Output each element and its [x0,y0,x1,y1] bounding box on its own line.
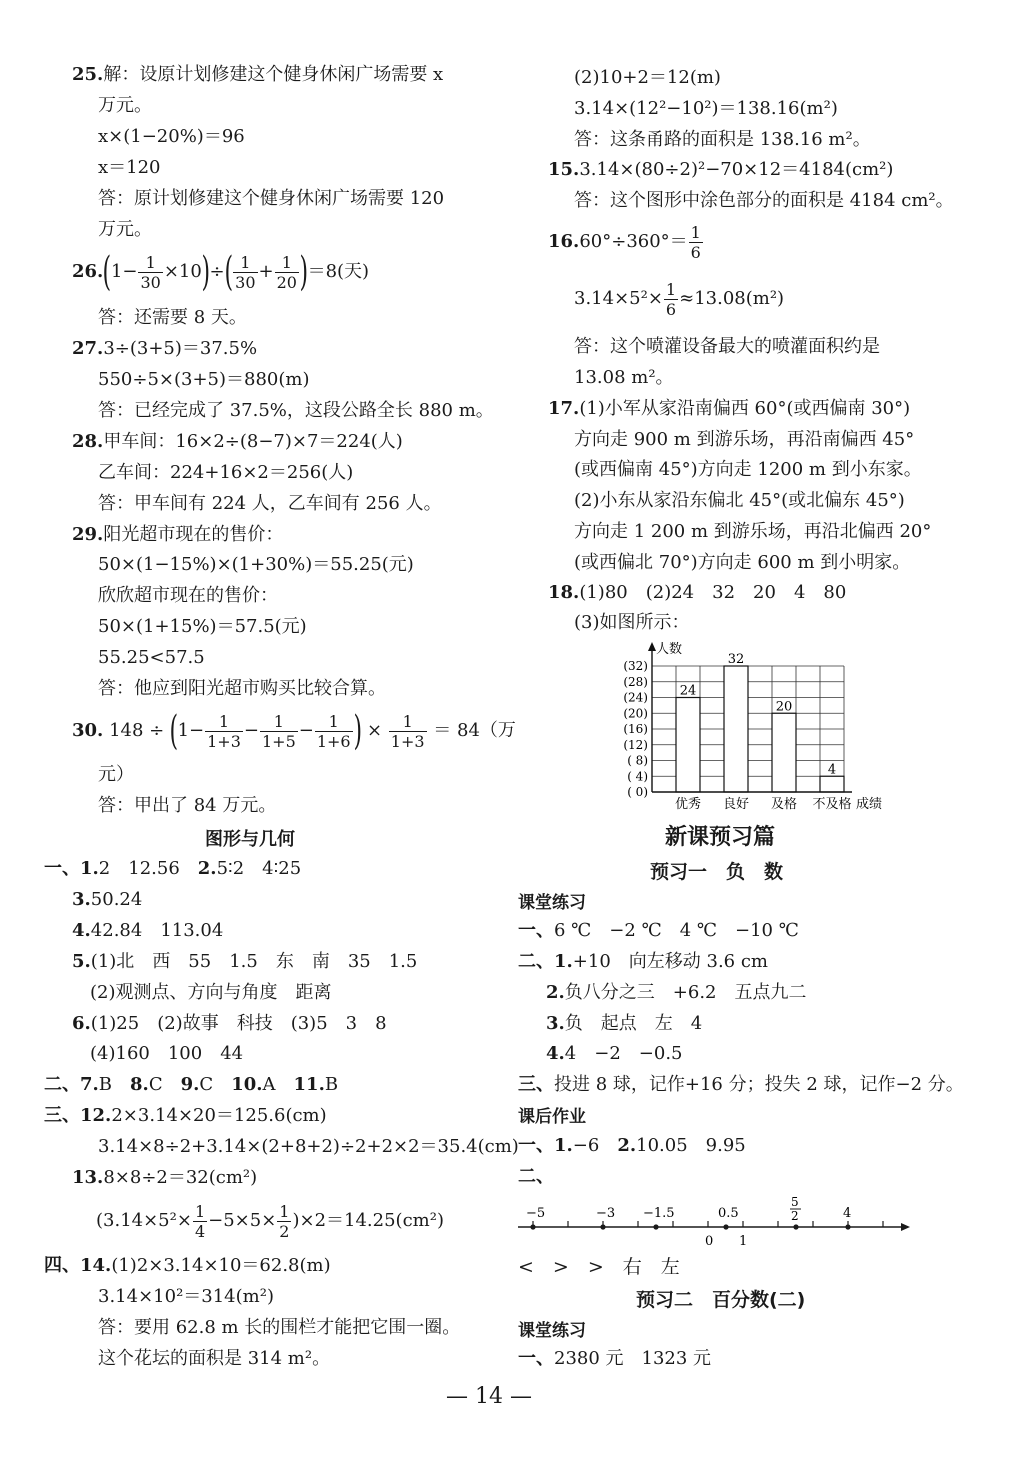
q17-line3: (或西偏南 45°)方向走 1200 m 到小东家。 [574,459,922,480]
q17-line5: 方向走 1 200 m 到游乐场，再沿北偏西 20° [574,521,932,542]
fraction: $\frac{1}{6}$ [665,279,677,319]
geo-q14-line4: 这个花坛的面积是 314 m²。 [98,1348,331,1369]
bar-data-label: 24 [679,683,697,699]
q29-line3: 欣欣超市现在的售价： [98,585,278,606]
pre1-q2-1: 二、1.+10 向左移动 3.6 cm [518,951,769,972]
pre1-q1: 一、6 ℃ −2 ℃ 4 ℃ −10 ℃ [518,920,799,941]
q28-line1: 28.甲车间：16×2÷(8−7)×7＝224(人) [72,431,403,452]
y-tick-label: (32) [623,659,648,673]
q28-line3: 答：甲车间有 224 人，乙车间有 256 人。 [98,493,442,514]
fraction: $\frac{1}{30}$ [235,252,256,292]
q29-line6: 答：他应到阳光超市购买比较合算。 [98,678,386,699]
geo-q6: 6.(1)25 (2)故事 科技 (3)5 3 8 [72,1013,387,1034]
fraction: $\frac{1}{1+3}$ [390,711,425,751]
geo-q12-line2: 3.14×8÷2+3.14×(2+8+2)÷2+2×2＝35.4(cm) [98,1136,519,1157]
q16-line1: 16.60°÷360°＝ $\frac{1}{6}$ [548,222,701,262]
fraction: $\frac{1}{1+3}$ [207,711,241,751]
q17-line1: 17.(1)小军从家沿南偏西 60°(或西偏南 30°) [548,398,911,419]
q25-line2: 万元。 [98,95,152,116]
q27-line3: 答：已经完成了 37.5%，这段公路全长 880 m。 [98,400,494,421]
q14b-line1: (2)10+2＝12(m) [574,67,721,88]
preview2-title: 预习二 百分数(二) [636,1289,806,1311]
q26-answer: 答：还需要 8 天。 [98,307,247,328]
geo-q14-line3: 答：要用 62.8 m 长的围栏才能把它围一圈。 [98,1317,461,1338]
y-tick-label: (28) [623,674,648,689]
q27-line2: 550÷5×(3+5)＝880(m) [98,369,310,390]
geo-q13: 13.8×8÷2＝32(cm²) [72,1167,258,1188]
point-0-5 [723,1224,728,1229]
geo-q5-line2: (2)观测点、方向与角度 距离 [90,982,332,1003]
q29-line1: 29.阳光超市现在的售价： [72,524,284,545]
fraction: $\frac{1}{1+5}$ [261,711,296,751]
y-axis-arrow-icon [648,642,656,651]
bar-chart [615,636,915,816]
q28-line2: 乙车间：224+16×2＝256(人) [98,462,354,483]
point-minus-3 [600,1224,605,1229]
bar-data-label: 32 [727,652,745,667]
q14b-line2: 3.14×(12²−10²)＝138.16(m²) [574,98,838,119]
geo-q6-line2: (4)160 100 44 [90,1043,244,1064]
q15-answer: 答：这个图形中涂色部分的面积是 4184 cm²。 [574,190,954,211]
point-5-2 [793,1224,798,1229]
bar-data-label: 20 [775,699,793,715]
q14b-answer: 答：这条甬路的面积是 138.16 m²。 [574,129,871,150]
label-frac-den: 2 [791,1209,799,1223]
y-tick-label: (16) [623,722,648,736]
class-practice-heading: 课堂练习 [518,893,586,913]
fraction: $\frac{1}{20}$ [276,252,297,292]
point-minus-5 [530,1224,535,1229]
q17-line6: (或西偏北 70°)方向走 600 m 到小明家。 [574,552,911,573]
q25-line3: x×(1−20%)＝96 [98,126,245,147]
bar-data-label: 4 [827,762,837,778]
pre2-q1: 一、2380 元 1323 元 [518,1348,712,1369]
fraction: $\frac{1}{4}$ [194,1201,206,1241]
q18-line2: (3)如图所示： [574,612,690,633]
q29-line2: 50×(1−15%)×(1+30%)＝55.25(元) [98,554,414,575]
point-4 [845,1224,850,1229]
q25-number: 25. [72,64,104,85]
x-category-label: 良好 [722,797,750,812]
class-practice-heading-2: 课堂练习 [518,1321,586,1341]
y-tick-label: (20) [623,706,648,721]
label-frac-num: 5 [791,1196,799,1209]
q30-line3: 答：甲出了 84 万元。 [98,795,277,816]
geo-q1-2: 一、1.2 12.56 2.5∶2 4∶25 [44,858,302,879]
label-0-5: 0.5 [718,1206,739,1221]
geo-q7-11: 二、7.B 8.C 9.C 10.A 11.B [44,1074,339,1095]
q29-line4: 50×(1+15%)＝57.5(元) [98,616,307,637]
geo-q3: 3.50.24 [72,889,143,910]
q17-line2: 方向走 900 m 到游乐场，再沿南偏西 45° [574,429,915,450]
y-tick-label: ( 8) [627,753,648,768]
bar-3 [772,713,796,792]
label-minus-5: −5 [526,1206,546,1221]
pre1-q2-2: 2.负八分之三 +6.2 五点九二 [546,982,807,1003]
number-line-ticks [533,1221,883,1227]
number-line [512,1196,912,1252]
q30-expression: 30. 148 ÷ (1− $\frac{1}{1+3}$ − $\frac{1}{1+5}$ − $\frac{1}{1+6}$ ) × $\frac{1}{1+3}$ ＝ 84（万 [72,708,516,754]
q25-line5: 答：原计划修建这个健身休闲广场需要 120 [98,188,445,209]
label-0: 0 [705,1234,714,1249]
y-tick-label: ( 0) [627,785,648,799]
q16-answer: 答：这个喷灌设备最大的喷灌面积约是 [574,336,880,357]
point-minus-1-5 [653,1224,658,1229]
section-title-geometry: 图形与几何 [205,829,295,850]
pre1-q2-4: 4.4 −2 −0.5 [546,1043,683,1064]
q25-line4: x＝120 [98,157,161,178]
fraction: $\frac{1}{2}$ [279,1201,290,1241]
arrow-right-icon [901,1223,910,1231]
geo-q5: 5.(1)北 西 55 1.5 东 南 35 1.5 [72,951,418,972]
geo-q13-expression: (3.14×5²× $\frac{1}{4}$ −5×5× $\frac{1}{2}$ )×2＝14.25(cm²) [96,1201,444,1241]
x-category-label: 及格 [770,797,798,812]
fraction: $\frac{1}{1+6}$ [316,711,351,751]
q29-line5: 55.25<57.5 [98,647,205,668]
bar-1 [676,698,700,793]
geo-q4: 4.42.84 113.04 [72,920,224,941]
preview1-title: 预习一 负 数 [650,861,784,883]
q18-line1: 18.(1)80 (2)24 32 20 4 80 [548,582,847,603]
geo-q12: 三、12.2×3.14×20＝125.6(cm) [44,1105,327,1126]
q16-answer-line2: 13.08 m²。 [574,367,674,388]
y-tick-label: (24) [623,690,648,705]
q16-line2: 3.14×5²× $\frac{1}{6}$ ≈13.08(m²) [574,279,785,319]
section-title-new-course: 新课预习篇 [665,825,776,850]
pre1-q3: 三、投进 8 球，记作+16 分；投失 2 球，记作−2 分。 [518,1074,964,1095]
y-tick-label: (12) [623,737,648,752]
label-4: 4 [843,1206,852,1221]
q25-line6: 万元。 [98,219,152,240]
pre1-q2-3: 3.负 起点 左 4 [546,1013,703,1034]
q26-expression: 26.(1− $\frac{1}{30}$ ×10)÷( $\frac{1}{30}$ + $\frac{1}{20}$ )＝8(天) [72,249,370,295]
q25-line1: 25.解：设原计划修建这个健身休闲广场需要 x [72,64,444,85]
hw-q1: 一、1.−6 2.10.05 9.95 [518,1135,746,1156]
label-minus-1-5: −1.5 [643,1206,675,1221]
label-minus-3: −3 [596,1206,616,1221]
q17-line4: (2)小东从家沿东偏北 45°(或北偏东 45°) [574,490,905,511]
fraction: $\frac{1}{30}$ [140,252,161,292]
fraction: $\frac{1}{6}$ [690,222,701,262]
y-tick-label: ( 4) [627,769,648,784]
hw-q2: 二、 [518,1166,554,1187]
geo-q14: 四、14.(1)2×3.14×10＝62.8(m) [44,1255,331,1276]
q30-line2: 元） [98,764,134,785]
q15-line1: 15.3.14×(80÷2)²−70×12＝4184(cm²) [548,159,894,180]
x-category-label: 优秀 [674,797,702,812]
q27-line1: 27.3÷(3+5)＝37.5% [72,338,258,359]
homework-heading: 课后作业 [518,1107,586,1127]
bar-4 [820,776,844,792]
compare-answers: < > > 右 左 [518,1256,680,1278]
geo-q14-line2: 3.14×10²＝314(m²) [98,1286,274,1307]
page-number: — 14 — [446,1384,532,1409]
x-axis-label: 成绩 [856,797,883,812]
x-category-label: 不及格 [812,797,852,812]
label-1: 1 [739,1234,748,1249]
y-axis-label: 人数 [656,642,683,657]
bar-2 [724,666,748,792]
